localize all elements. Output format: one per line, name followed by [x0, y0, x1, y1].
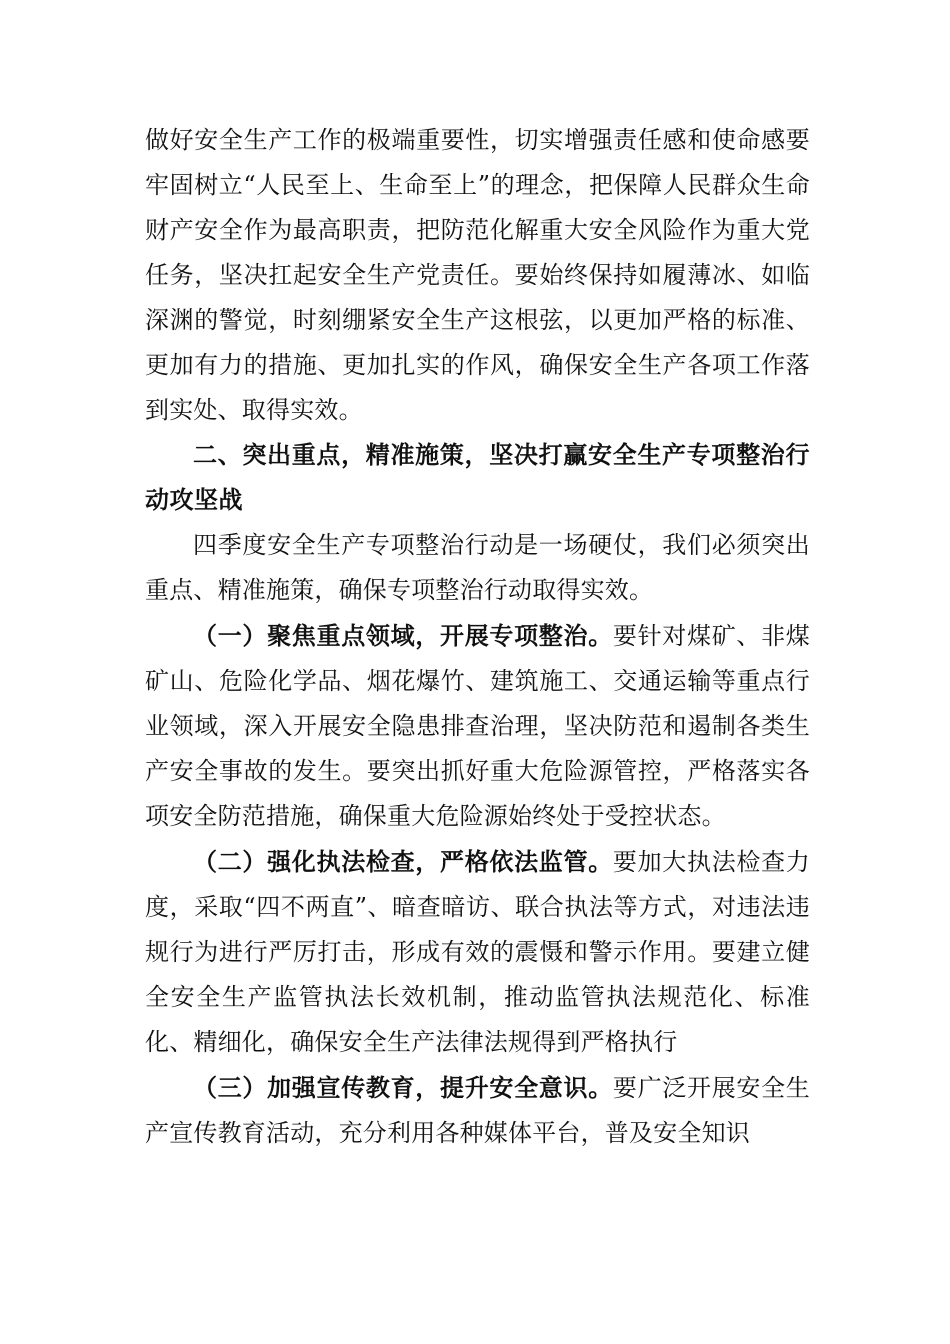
- section-heading-text: 二、突出重点，精准施策，坚决打赢安全生产专项整治行动攻坚战: [145, 441, 810, 514]
- paragraph-lead: （三）加强宣传教育，提升安全意识。: [193, 1073, 613, 1102]
- paragraph-intro: [145, 523, 810, 613]
- paragraph-item-3: [145, 1065, 810, 1156]
- paragraph-text: 要加大执法检查力度，采取“四不两直”、暗查暗访、联合执法等方式，对违法违规行为进行严厉打击，形成有效的震慑和警示作用。要建立健全安全生产监管执法长效机制，推动监管执法规范化、标准化、精细化，确保安全生产法律法规得到严格执行: [145, 848, 810, 1056]
- paragraph-lead: （一）聚焦重点领域，开展专项整治。: [193, 621, 613, 650]
- document-body: [145, 118, 810, 1156]
- paragraph-lead: （二）强化执法检查，严格依法监管。: [193, 847, 613, 876]
- paragraph-item-2: [145, 839, 810, 1065]
- paragraph-text: 做好安全生产工作的极端重要性，切实增强责任感和使命感要牢固树立“人民至上、生命至上”的理念，把保障人民群众生命财产安全作为最高职责，把防范化解重大安全风险作为重大党任务，坚决扛起安全生产党责任。要始终保持如履薄冰、如临深渊的警觉，时刻绷紧安全生产这根弦，以更加严格的标准、更加有力的措施、更加扎实的作风，确保安全生产各项工作落到实处、取得实效。: [145, 126, 810, 424]
- paragraph-text: 要针对煤矿、非煤矿山、危险化学品、烟花爆竹、建筑施工、交通运输等重点行业领域，深入开展安全隐患排查治理，坚决防范和遏制各类生产安全事故的发生。要突出抓好重大危险源管控，严格落实各项安全防范措施，确保重大危险源始终处于受控状态。: [145, 622, 810, 830]
- section-heading: [145, 433, 810, 523]
- paragraph-text: 要广泛开展安全生产宣传教育活动，充分利用各种媒体平台，普及安全知识: [145, 1074, 810, 1147]
- paragraph-text: 四季度安全生产专项整治行动是一场硬仗，我们必须突出重点、精准施策，确保专项整治行动取得实效。: [145, 531, 810, 604]
- paragraph-item-1: [145, 613, 810, 839]
- paragraph-continuation: [145, 118, 810, 433]
